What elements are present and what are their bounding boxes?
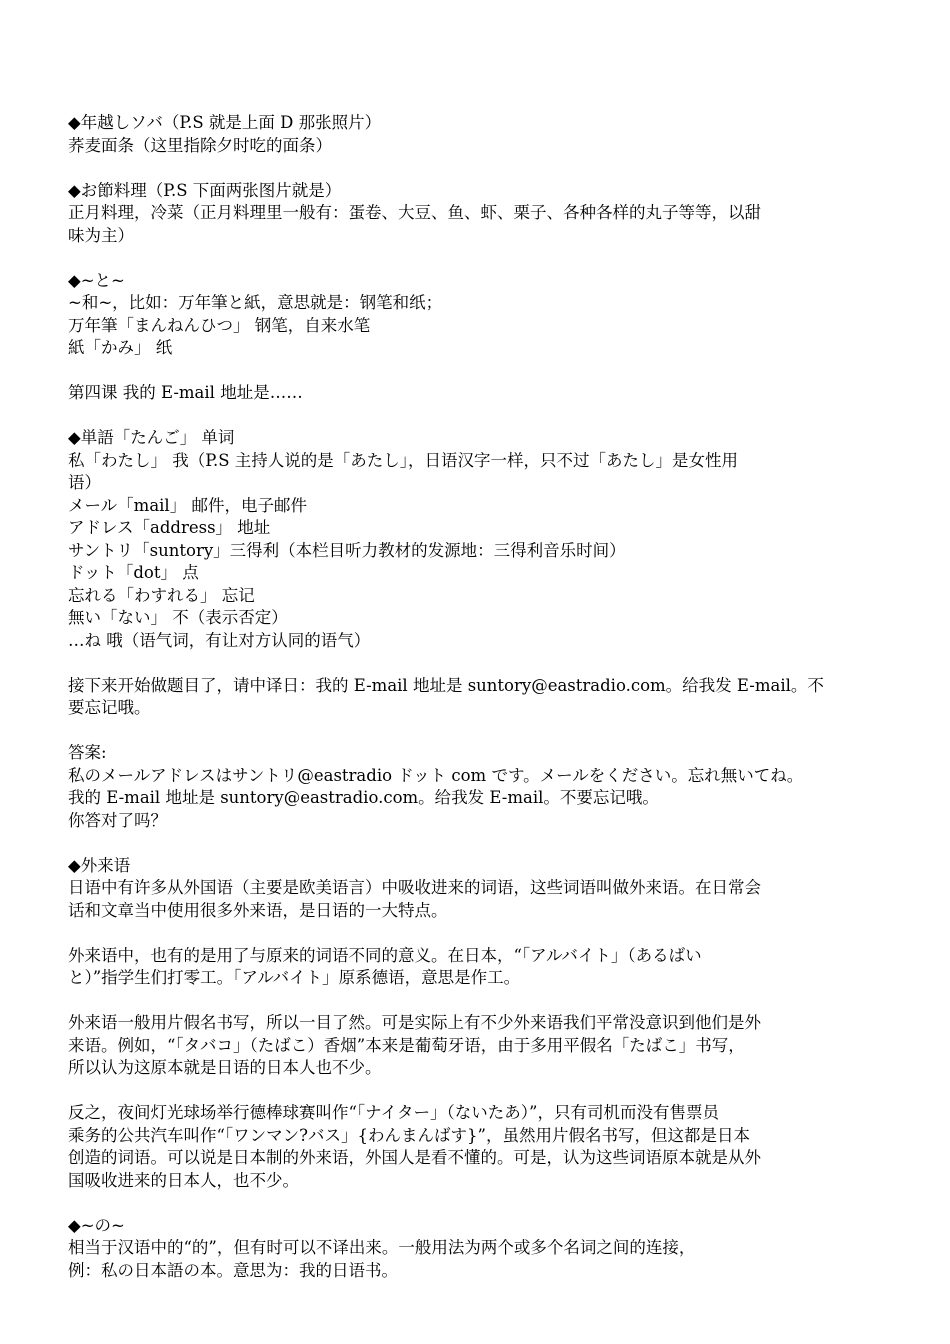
gairaigo-para2-line2: と）”指学生们打零工。「アルバイト」原系德语，意思是作工。 bbox=[68, 968, 521, 987]
to-text-2: 万年筆「まんねんひつ」 钢笔，自来水笔 bbox=[68, 315, 371, 335]
osechi-heading: ◆お節料理（P.S 下面两张图片就是） bbox=[68, 180, 342, 200]
answer-text-3: 你答对了吗？ bbox=[68, 810, 167, 830]
vocab-item: ドット「dot」 点 bbox=[68, 563, 199, 582]
vocab-heading: ◆単語「たんご」 单词 bbox=[68, 428, 235, 447]
gairaigo-para1-line2: 话和文章当中使用很多外来语，是日语的一大特点。 bbox=[68, 900, 448, 920]
spacer bbox=[68, 832, 888, 855]
spacer bbox=[68, 1192, 888, 1215]
vocab-item: メール「mail」 邮件，电子邮件 bbox=[68, 495, 307, 515]
spacer bbox=[68, 922, 888, 945]
soba-heading: ◆年越しソバ（P.S 就是上面 D 那张照片） bbox=[68, 113, 382, 132]
no-text-1: 相当于汉语中的“的”，但有时可以不译出来。一般用法为两个或多个名词之间的连接， bbox=[68, 1238, 696, 1257]
soba-text: 荞麦面条（这里指除夕时吃的面条） bbox=[68, 135, 332, 155]
answer-text-1: 私のメールアドレスはサントリ@eastradio ドット com です。メールをください。忘れ無いてね。 bbox=[68, 765, 804, 785]
vocab-item: サントリ「suntory」三得利（本栏目听力教材的发源地：三得利音乐时间） bbox=[68, 540, 626, 560]
no-heading: ◆~の~ bbox=[68, 1215, 125, 1235]
vocab-item: 無い「ない」 不（表示否定） bbox=[68, 608, 288, 627]
no-text-2: 例：私の日本語の本。意思为：我的日语书。 bbox=[68, 1260, 398, 1280]
exercise-text-1: 接下来开始做题目了，请中译日：我的 E-mail 地址是 suntory@eastradio.com。给我发 E-mail。不 bbox=[68, 675, 824, 695]
vocab-item: 忘れる「わすれる」 忘记 bbox=[68, 585, 255, 605]
gairaigo-para4-line3: 创造的词语。可以说是日本制的外来语，外国人是看不懂的。可是，认为这些词语原本就是从外 bbox=[68, 1148, 761, 1167]
gairaigo-para3-line3: 所以认为这原本就是日语的日本人也不少。 bbox=[68, 1058, 382, 1077]
gairaigo-para4-line1: 反之，夜间灯光球场举行德棒球赛叫作“「ナイター」（ないたあ）”，只有司机而没有售票员 bbox=[68, 1103, 719, 1122]
vocab-item: 语） bbox=[68, 473, 101, 492]
gairaigo-para3-line1: 外来语一般用片假名书写，所以一目了然。可是实际上有不少外来语我们平常没意识到他们是外 bbox=[68, 1013, 761, 1032]
gairaigo-heading: ◆外来语 bbox=[68, 855, 131, 875]
spacer bbox=[68, 720, 888, 743]
spacer bbox=[68, 360, 888, 383]
osechi-text-2: 味为主） bbox=[68, 225, 134, 245]
answer-label: 答案: bbox=[68, 743, 107, 762]
gairaigo-para1-line1: 日语中有许多从外国语（主要是欧美语言）中吸收进来的词语，这些词语叫做外来语。在日常会 bbox=[68, 878, 761, 897]
spacer bbox=[68, 652, 888, 675]
document-page bbox=[68, 112, 888, 1282]
gairaigo-para4-line4: 国吸收进来的日本人，也不少。 bbox=[68, 1170, 299, 1190]
spacer bbox=[68, 990, 888, 1013]
spacer bbox=[68, 247, 888, 270]
vocab-item: 私「わたし」 我（P.S 主持人说的是「あたし」，日语汉字一样，只不过「あたし」是女性用 bbox=[68, 450, 739, 470]
gairaigo-para4-line2: 乘务的公共汽车叫作“「ワンマン?バス」{わんまんばす}”，虽然用片假名书写，但这都是日本 bbox=[68, 1125, 750, 1145]
spacer bbox=[68, 405, 888, 428]
to-text-1: ~和~，比如：万年筆と紙，意思就是：钢笔和纸； bbox=[68, 293, 443, 312]
to-text-3: 紙「かみ」 纸 bbox=[68, 338, 173, 357]
spacer bbox=[68, 157, 888, 180]
exercise-text-2: 要忘记哦。 bbox=[68, 698, 151, 717]
vocab-item: アドレス「address」 地址 bbox=[68, 518, 271, 537]
lesson-title: 第四课 我的 E-mail 地址是…… bbox=[68, 383, 303, 402]
gairaigo-para3-line2: 来语。例如，“「タバコ」（たばこ）香烟”本来是葡萄牙语，由于多用平假名「たばこ」书写， bbox=[68, 1035, 745, 1055]
answer-text-2: 我的 E-mail 地址是 suntory@eastradio.com。给我发 E-mail。不要忘记哦。 bbox=[68, 788, 659, 807]
vocab-item: …ね 哦（语气词，有让对方认同的语气） bbox=[68, 630, 371, 650]
gairaigo-para2-line1: 外来语中，也有的是用了与原来的词语不同的意义。在日本，“「アルバイト」（あるばい bbox=[68, 945, 702, 965]
to-heading: ◆~と~ bbox=[68, 270, 125, 290]
spacer bbox=[68, 1080, 888, 1103]
osechi-text-1: 正月料理，冷菜（正月料理里一般有：蛋卷、大豆、鱼、虾、栗子、各种各样的丸子等等，以甜 bbox=[68, 203, 761, 222]
